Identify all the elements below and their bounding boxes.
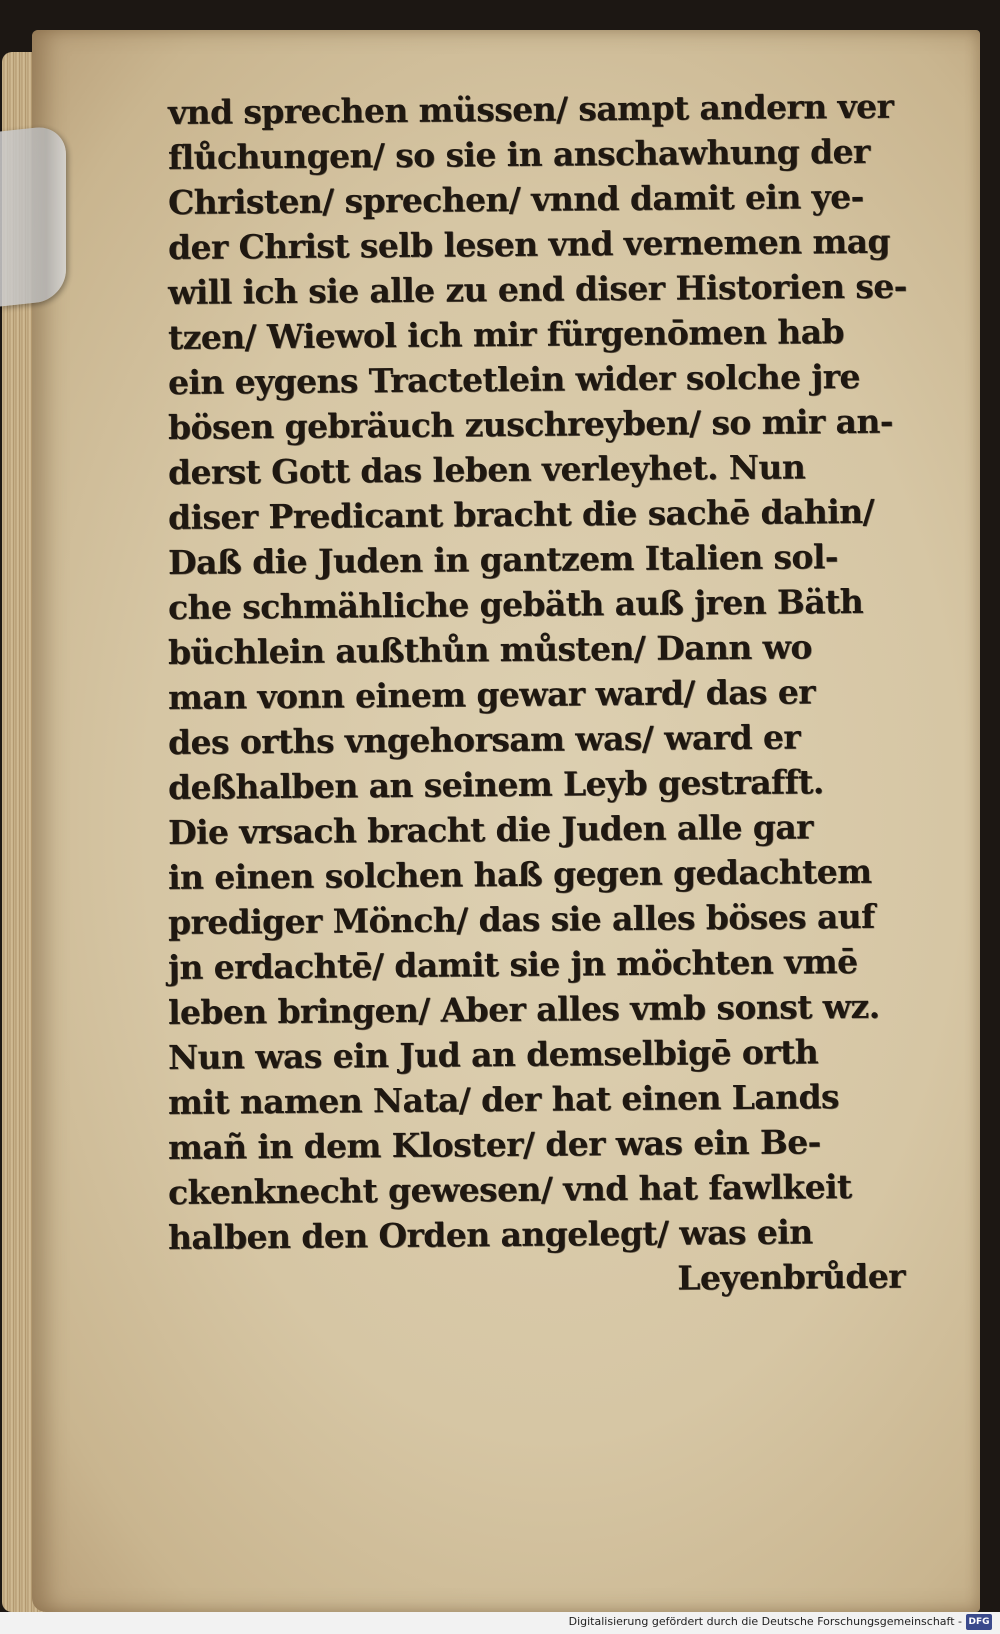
text-line: vnd sprechen müssen/ sampt andern ver [167,86,894,132]
text-line: derst Gott das leben verleyhet. Nun [167,447,806,492]
dfg-logo: DFG [966,1614,992,1630]
text-line: jn erdachtē/ damit sie jn möchten vmē [167,941,858,987]
page-text [167,86,913,1305]
catchword: Leyenbrůder [677,1256,906,1298]
text-line: Christen/ sprechen/ vnnd damit ein ye- [167,176,864,222]
text-line: ckenknecht gewesen/ vnd hat fawlkeit [167,1167,852,1212]
text-line: halben den Orden angelegt/ was ein [167,1212,813,1257]
text-line: deßhalben an seinem Leyb gestrafft. [167,762,824,807]
text-line: tzen/ Wiewol ich mir fürgenōmen hab [167,312,845,357]
text-line: büchlein außthůn můsten/ Dann wo [167,627,812,672]
show-through-mark [440,1322,580,1362]
text-line: flůchungen/ so sie in anschawhung der [167,131,870,177]
text-line: ein eygens Tractetlein wider solche jre [167,356,861,402]
bookmark-clip [0,125,66,307]
text-line: des orths vngehorsam was/ ward er [167,717,801,762]
footer-credit: Digitalisierung gefördert durch die Deutsche Forschungsgemeinschaft - [568,1615,962,1628]
text-line: mit namen Nata/ der hat einen Lands [167,1077,840,1122]
text-line: Nun was ein Jud an demselbigē orth [167,1032,819,1077]
text-line: diser Predicant bracht die sachē dahin/ [167,491,875,537]
text-line: will ich sie alle zu end diser Historien se- [167,266,907,312]
text-line: Die vrsach bracht die Juden alle gar [167,807,813,852]
text-line: der Christ selb lesen vnd vernemen mag [167,221,891,267]
text-line: che schmähliche gebäth auß jren Bäth [167,581,864,627]
text-line: man vonn einem gewar ward/ das er [167,672,816,717]
text-line: leben bringen/ Aber alles vmb sonst wz. [167,986,880,1032]
text-line: in einen solchen haß gegen gedachtem [167,851,872,897]
text-line: Daß die Juden in gantzem Italien sol- [167,537,839,582]
text-line: mañ in dem Kloster/ der was ein Be- [167,1122,821,1167]
text-line: prediger Mönch/ das sie alles böses auf [167,896,875,942]
text-line: bösen gebräuch zuschreyben/ so mir an- [167,401,894,447]
